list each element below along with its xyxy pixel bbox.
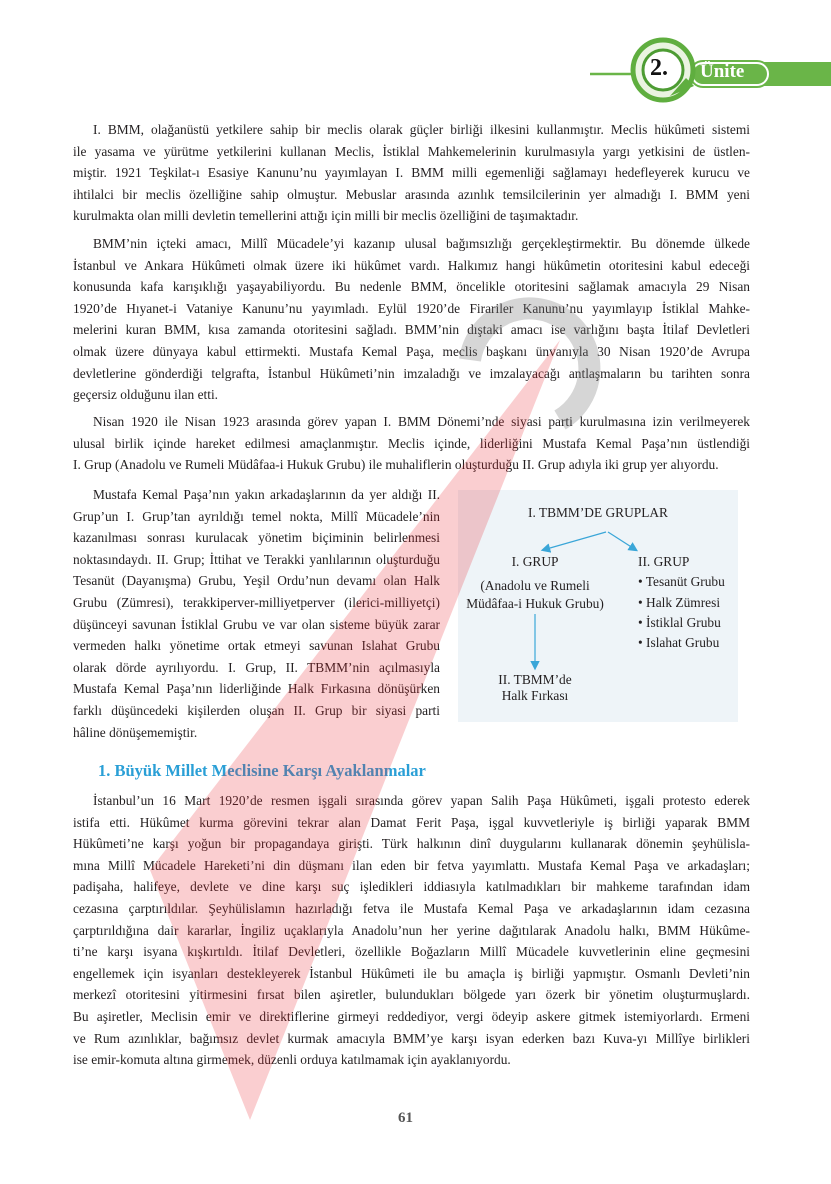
text-line: çarptırıldığına dair kararlar, İngiliz uçaklarıyla Anadolu’nun her yerine dağıtılarak Anadolu halkı, BMM Hükûme- <box>73 922 750 938</box>
text-line: olarak dörde ayrılıyordu. I. Grup, II. TBMM’nin açılmasıyla <box>73 659 440 675</box>
page-number: 61 <box>398 1110 413 1126</box>
paragraph-1 <box>73 119 750 227</box>
text-line: ise emir-komuta altına girmemek, düzenli orduya katılmamak için ayaklanıyordu. <box>73 1052 511 1068</box>
text-line: vermeden halkı yönetime ortak etmeyi savunan Islahat Grubu <box>73 638 440 654</box>
text-line: engellemek için isyanları destekleyerek İstanbul Hükûmeti ile bu amaçla iş birliği yapmıştır. Osmanlı Devleti’nin <box>73 965 750 981</box>
text-line: I. Grup (Anadolu ve Rumeli Müdâfaa-i Hukuk Grubu) ile muhaliflerin oluşturduğu II. Grup adıyla iki grup yer alıyordu. <box>73 457 719 473</box>
unit-header <box>590 30 831 120</box>
group2-item: • İstiklal Grubu <box>638 615 721 630</box>
diagram-title: I. TBMM’DE GRUPLAR <box>528 505 668 520</box>
text-line: Mustafa Kemal Paşa’nın yakın arkadaşlarının da yer aldığı II. <box>93 487 440 502</box>
group2-item: • Halk Zümresi <box>638 595 721 610</box>
text-line: olmak üzere dünyaya kabul ettirmekti. Mustafa Kemal Paşa, meclis başkanı ünvanıyla 30 Nisan 1920’de Avrupa <box>73 343 750 359</box>
text-line: konusunda kafa karışıklığı yaşayabiliyordu. Bu nedenle BMM, öncelikle otoritesini sağlamak amacıyla 29 Nisan <box>73 279 750 295</box>
text-line: İstanbul’un 16 Mart 1920’de resmen işgali sırasında görev yapan Salih Paşa Hükûmeti, işgali protesto ederek <box>93 793 750 808</box>
groups-diagram <box>458 490 738 722</box>
text-line: düşünceyi savunan İstiklal Grubu ve var olan sisteme büyük zarar <box>73 616 440 632</box>
text-line: Tesanüt (Dayanışma) Grubu, Yeşil Ordu’nun devamı olan Halk <box>73 573 440 589</box>
result-1: II. TBMM’de <box>498 672 572 687</box>
text-line: kazanılması sonrası kurulacak yönetim biçiminin belirlenmesi <box>73 530 440 546</box>
section-heading: 1. Büyük Millet Meclisine Karşı Ayaklanmalar <box>98 761 426 780</box>
text-line: istifa etti. Hükûmet kurma görevini tekrar alan Damat Ferit Paşa, işgal kuvvetleriyle iş birliği yaparak BMM <box>73 814 750 830</box>
text-line: Mustafa Kemal Paşa’nın liderliğinde Halk Fırkasına dönüşürken <box>73 681 440 697</box>
text-line: miştir. 1921 Teşkilat-ı Esasiye Kanunu’nu yayımlayan I. BMM milli egemenliği sağlamayı hedefleyerek kurucu ve <box>73 165 750 181</box>
text-line: geçersiz olduğunu ilan etti. <box>73 387 219 403</box>
unit-number: 2. <box>650 55 668 81</box>
arrow-to-group1 <box>543 532 606 550</box>
text-line: I. BMM, olağanüstü yetkilere sahip bir meclis olarak güçler birliği ilkesini kullanmıştır. Meclis hükûmeti sistemi <box>93 122 750 137</box>
text-line: noktasındaydı. II. Grup; İttihat ve Terakki yanlılarının oluşturduğu <box>73 551 440 567</box>
text-line: kurulmakta olan milli devletin temellerini attığı için milli bir meclis özelliğini de taşımaktadır. <box>73 208 579 224</box>
text-line: ulusal birlik içinde hareket edilmesi amaçlanmıştır. Meclis içinde, liderliğini Mustafa Kemal Paşa’nın üstlendiği <box>73 435 750 451</box>
text-line: Bu aşiretler, Meclisin emir ve direktiflerine girmeyi reddediyor, vergi ödeyip askere gitmek istemiyorlardı. Ermeni <box>73 1008 750 1024</box>
unit-label: Ünite <box>700 61 745 82</box>
text-line: ti’ne karşı isyana kışkırtıldı. İtilaf Devletleri, özellikle Boğazların Millî Mücadele kuvvetlerinin eline geçmesini <box>73 944 750 960</box>
text-line: Hükûmeti’ne karşı yoğun bir propagandaya girişti. Türk halkının dinî duygularını kullanarak dönemin şeyhülisla- <box>73 836 750 852</box>
text-line: İstanbul ve Ankara Hükûmeti olmak üzere iki hükûmet vardı. Halkımız hangi hükûmetin otoritesini kabul edeceği <box>73 257 750 273</box>
text-line: padişaha, halifeye, devlete ve dine karşı suç işledikleri iddiasıyla katılmadıkları bir mahkeme tarafından idam <box>73 879 750 895</box>
text-line: mına Millî Mücadele Hareketi’ni din düşmanı ilan eden bir fetva yayımlattı. Mustafa Kemal Paşa ve arkadaşları; <box>73 857 750 873</box>
paragraph-groups <box>73 484 440 743</box>
group1-name: I. GRUP <box>511 554 559 569</box>
text-line: Grubu (Zümresi), terakkiperver-milliyetperver (ilerici-milliyetçi) <box>73 594 440 610</box>
text-line: ve Rum azınlıklar, bağımsız devlet kurmak amacıyla BMM’ye karşı isyan ederken bazı Kuva-yı Millîye birlikleri <box>73 1030 750 1046</box>
text-line: ile yasama ve yürütme yetkilerini kullanan Meclis, İstiklal Mahkemelerinin kurulmasıyla yargı yetkisini de üstlen- <box>73 143 750 159</box>
text-line: 1920’de Hıyanet-i Vataniye Kanunu’nu yayımladı. Eylül 1920’de Firariler Kanunu’nu yayımlayıp İstiklal Mahke- <box>73 300 750 316</box>
text-line: devletlerine gönderdiği telgrafta, İstanbul Hükûmeti’nin imzaladığı ve imzalayacağı antlaşmaların bu tarihten sonra <box>73 365 750 381</box>
text-line: BMM’nin içteki amacı, Millî Mücadele’yi kazanıp ulusal bağımsızlığı gerçekleştirmektir. Bu dönemde ülkede <box>93 236 750 251</box>
paragraph-3 <box>73 411 750 476</box>
text-line: farklı düşüncedeki kişilerden oluşan II. Grup bir siyasi parti <box>73 702 440 718</box>
group2-item: • Islahat Grubu <box>638 635 720 650</box>
text-line: ihtilalci bir meclis özelliğine sahip olmuştur. Mebuslar arasında azınlık temsilcilerinin yer almadığı I. BMM yeni <box>73 186 750 202</box>
text-line: cezasına çarptırıldılar. Şeyhülislamın hazırladığı fetva ile Mustafa Kemal Paşa ve arkadaşlarının idam cezasına <box>73 900 750 916</box>
text-line: hâline dönüşememiştir. <box>73 724 198 740</box>
arrow-to-group2 <box>608 532 636 550</box>
group1-desc-2: Müdâfaa-i Hukuk Grubu) <box>466 596 604 611</box>
group2-name: II. GRUP <box>638 554 690 569</box>
paragraph-uprisings <box>73 790 750 1071</box>
paragraph-2 <box>73 233 750 406</box>
group1-desc-1: (Anadolu ve Rumeli <box>480 578 590 593</box>
text-line: merkezî otoritesini yitirmesini fırsat bilen aşiretler, bulundukları bölgede yarı özerk bir yönetim oluşturmuşlardı. <box>73 987 750 1003</box>
text-line: melerini kuran BMM, kısa zamanda otoritesini sağladı. BMM’nin dıştaki amacı ise varlığını başta İtilaf Devletleri <box>73 322 750 338</box>
result-2: Halk Fırkası <box>501 688 569 703</box>
group2-item: • Tesanüt Grubu <box>638 574 725 589</box>
text-line: Grup’un I. Grup’tan ayrıldığı temel nokta, Millî Mücadele’nin <box>73 508 440 524</box>
text-line: Nisan 1920 ile Nisan 1923 arasında görev yapan I. BMM Dönemi’nde siyasi parti kurulmasına izin verilmeyerek <box>93 414 750 429</box>
